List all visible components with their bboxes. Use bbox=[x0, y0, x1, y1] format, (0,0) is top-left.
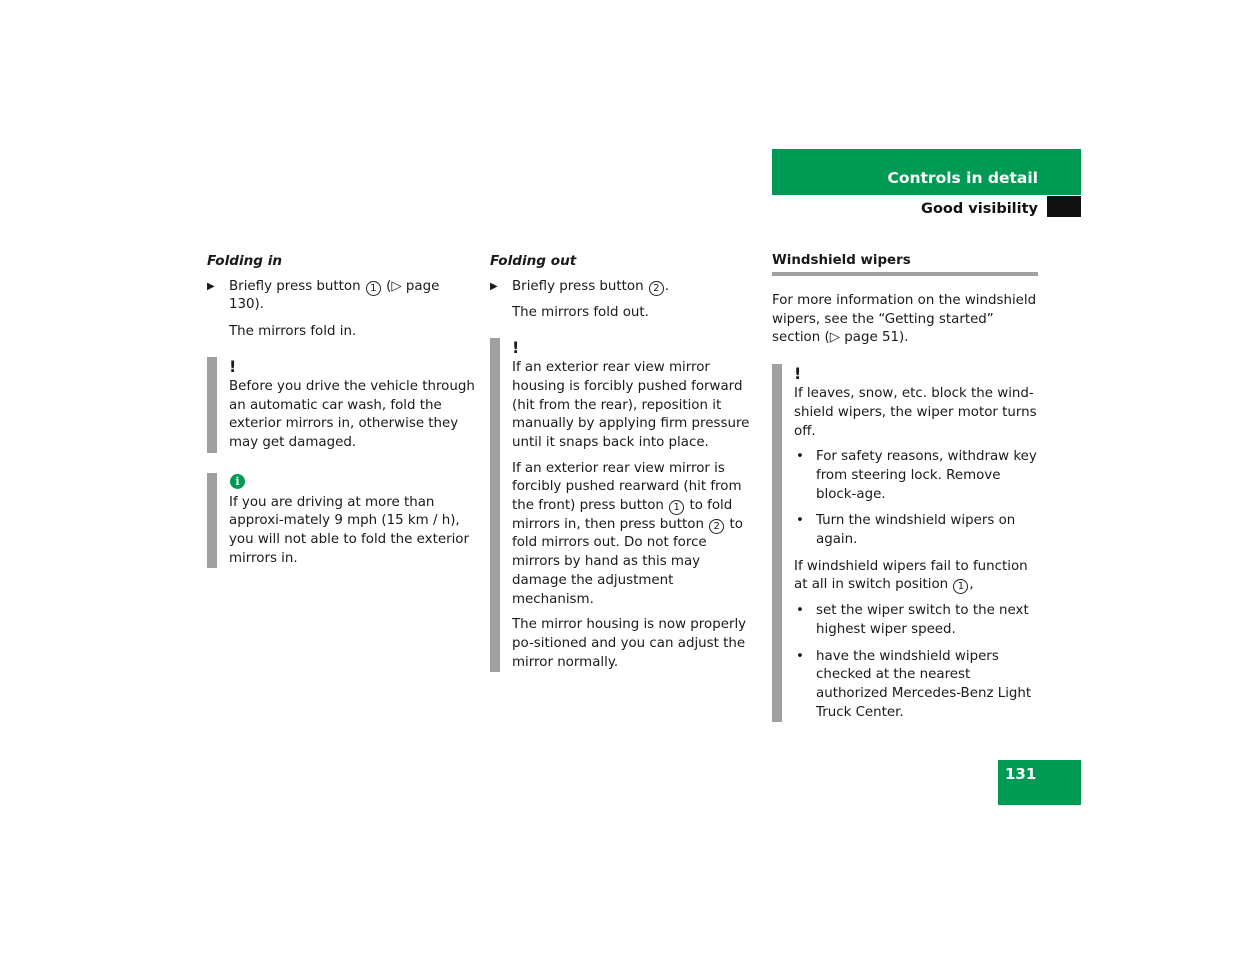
warning-paragraph: If windshield wipers fail to function at all in switch position 1 , bbox=[794, 558, 1028, 593]
list-item: • For safety reasons, withdraw key from steering lock. Remove block-age. bbox=[796, 449, 1037, 502]
info-text: If you are driving at more than approxi-mately 9 mph (15 km / h), you will not able to fold the exterior mirrors in. bbox=[229, 494, 469, 566]
warning-paragraph: If an exterior rear view mirror housing is forcibly pushed forward (hit from the rear), reposition it manually by applying firm pressure until it snaps back into place. bbox=[512, 360, 750, 450]
windshield-wipers-heading: Windshield wipers bbox=[772, 253, 911, 268]
bullet-icon: • bbox=[796, 513, 804, 529]
info-icon: i bbox=[230, 474, 245, 489]
column-folding-in bbox=[207, 252, 475, 588]
column-windshield-wipers bbox=[772, 252, 1038, 742]
button-2-icon: 2 bbox=[709, 519, 724, 534]
list-item: • Turn the windshield wipers on again. bbox=[796, 513, 1016, 548]
warning-icon: ! bbox=[512, 338, 520, 358]
folding-out-step: ▶ Briefly press button 2 . bbox=[490, 278, 758, 297]
bullet-icon: • bbox=[796, 648, 804, 664]
page-number: 131 bbox=[1005, 765, 1037, 783]
folding-in-result: The mirrors fold in. bbox=[229, 324, 357, 340]
bullet-icon: • bbox=[796, 603, 804, 619]
step-arrow-icon: ▶ bbox=[490, 280, 498, 292]
button-1-icon: 1 bbox=[366, 281, 381, 296]
switch-position-1-icon: 1 bbox=[953, 579, 968, 594]
warning-paragraph: If leaves, snow, etc. block the wind-shield wipers, the wiper motor turns off. bbox=[794, 386, 1037, 439]
step-arrow-icon: ▶ bbox=[207, 280, 215, 292]
heading-rule bbox=[772, 272, 1038, 276]
warning-text: Before you drive the vehicle through an automatic car wash, fold the exterior mirrors in, otherwise they may get damaged. bbox=[229, 378, 475, 450]
section-title: Controls in detail bbox=[887, 169, 1038, 187]
list-item: • have the windshield wipers checked at the nearest authorized Mercedes-Benz Light Truck Center. bbox=[796, 648, 1032, 720]
column-folding-out bbox=[490, 252, 758, 692]
windshield-intro: For more information on the windshield wipers, see the “Getting started” section (▷ page 51). bbox=[772, 293, 1037, 346]
bullet-icon: • bbox=[796, 449, 804, 465]
button-2-icon: 2 bbox=[649, 281, 664, 296]
button-1-icon: 1 bbox=[669, 500, 684, 515]
warning-paragraph: If an exterior rear view mirror is forcibly pushed rearward (hit from the front) press button 1 to fold mirrors in, then press button 2 to fold mirrors out. Do not force mirrors by hand as this may damage the adjustment mechanism. bbox=[512, 460, 743, 607]
info-note bbox=[207, 473, 475, 569]
warning-paragraph: The mirror housing is now properly po-sitioned and you can adjust the mirror normally. bbox=[512, 617, 747, 670]
warning-icon: ! bbox=[794, 364, 802, 384]
folding-in-step: ▶ Briefly press button 1 (▷ page 130). bbox=[207, 278, 440, 313]
warning-note bbox=[207, 357, 475, 453]
header-tab-marker bbox=[1047, 196, 1081, 217]
page-number-box bbox=[998, 760, 1081, 805]
warning-icon: ! bbox=[229, 356, 237, 376]
section-header-bar bbox=[772, 149, 1081, 195]
subsection-title: Good visibility bbox=[921, 201, 1038, 217]
folding-out-heading: Folding out bbox=[490, 253, 577, 269]
list-item: • set the wiper switch to the next highest wiper speed. bbox=[796, 603, 1029, 637]
folding-in-heading: Folding in bbox=[207, 253, 283, 269]
folding-out-result: The mirrors fold out. bbox=[512, 305, 649, 321]
warning-note bbox=[490, 338, 758, 672]
warning-note bbox=[772, 364, 1038, 722]
